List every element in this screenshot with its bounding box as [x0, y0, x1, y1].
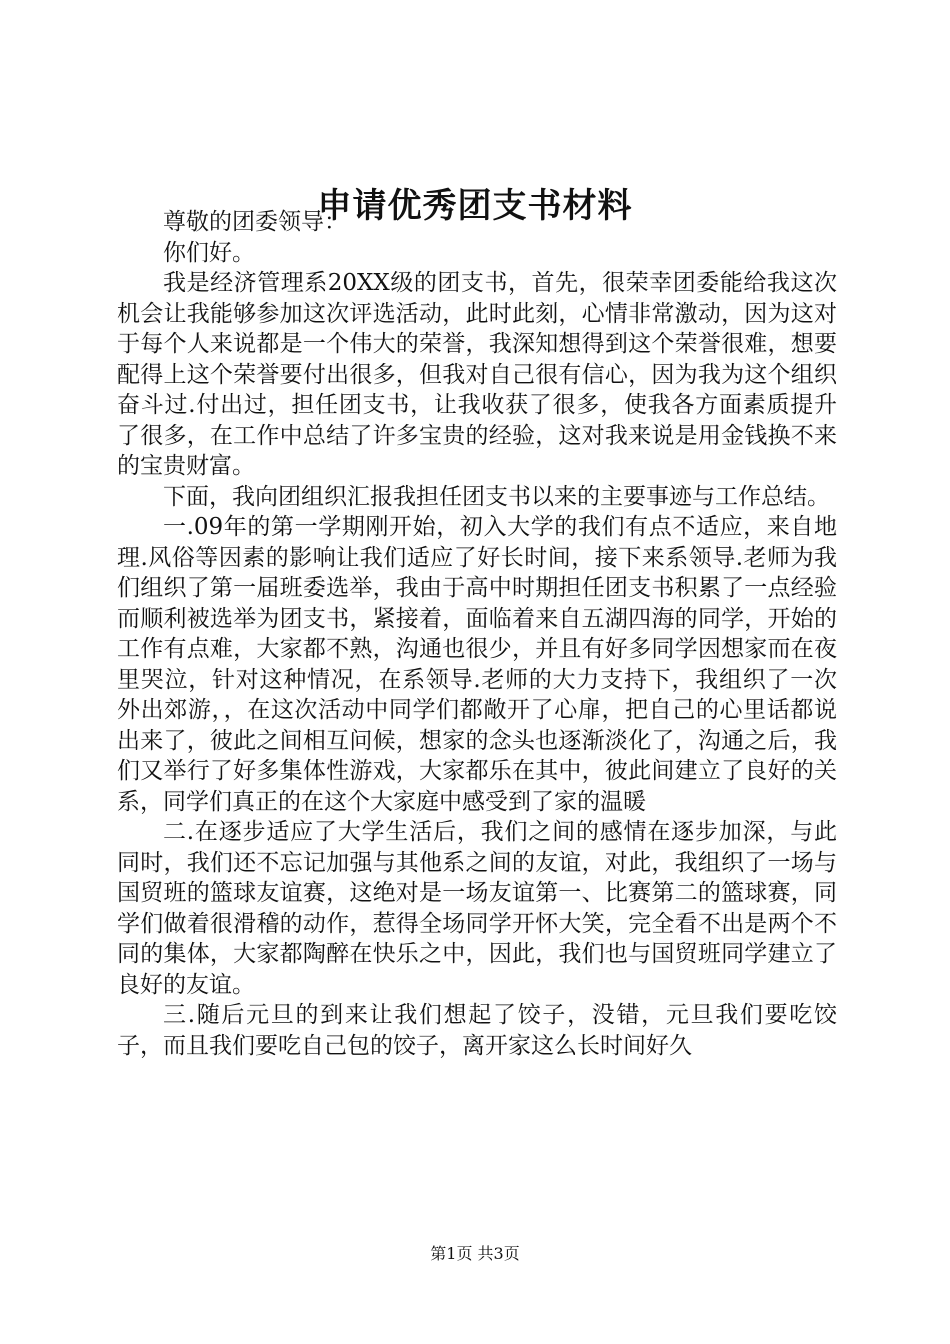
- document-body: [117, 207, 837, 1061]
- body-paragraph: 二.在逐步适应了大学生活后，我们之间的感情在逐步加深，与此同时，我们还不忘记加强与其他系之间的友谊，对此，我组织了一场与国贸班的篮球友谊赛，这绝对是一场友谊第一、比赛第二的篮球赛，同学们做着很滑稽的动作，惹得全场同学开怀大笑，完全看不出是两个不同的集体，大家都陶醉在快乐之中，因此，我们也与国贸班同学建立了良好的友谊。: [117, 819, 837, 998]
- salutation: 尊敬的团委领导：: [163, 209, 347, 235]
- body-paragraph: 我是经济管理系20XX级的团支书，首先，很荣幸团委能给我这次机会让我能够参加这次评选活动，此时此刻，心情非常激动，因为这对于每个人来说都是一个伟大的荣誉，我深知想得到这个荣誉很难，想要配得上这个荣誉要付出很多，但我对自己很有信心，因为我为这个组织奋斗过.付出过，担任团支书，让我收获了很多，使我各方面素质提升了很多，在工作中总结了许多宝贵的经验，这对我来说是用金钱换不来的宝贵财富。: [117, 270, 837, 479]
- body-paragraph: 三.随后元旦的到来让我们想起了饺子，没错，元旦我们要吃饺子，而且我们要吃自己包的饺子，离开家这么长时间好久: [117, 1002, 837, 1059]
- greeting: 你们好。: [163, 239, 255, 266]
- page-number-footer: 第1页 共3页: [430, 1244, 520, 1263]
- document-title: 申请优秀团支书材料: [317, 186, 633, 226]
- body-paragraph: 一.09年的第一学期刚开始，初入大学的我们有点不适应，来自地理.风俗等因素的影响让我们适应了好长时间，接下来系领导.老师为我们组织了第一届班委选举，我由于高中时期担任团支书积累了一点经验而顺利被选举为团支书，紧接着，面临着来自五湖四海的同学，开始的工作有点难，大家都不熟，沟通也很少，并且有好多同学因想家而在夜里哭泣，针对这种情况，在系领导.老师的大力支持下，我组织了一次外出郊游，，在这次活动中同学们都敞开了心扉，把自己的心里话都说出来了，彼此之间相互问候，想家的念头也逐渐淡化了，沟通之后，我们又举行了好多集体性游戏，大家都乐在其中，彼此间建立了良好的关系，同学们真正的在这个大家庭中感受到了家的温暖: [117, 514, 837, 815]
- body-paragraph: 下面，我向团组织汇报我担任团支书以来的主要事迹与工作总结。: [163, 483, 830, 510]
